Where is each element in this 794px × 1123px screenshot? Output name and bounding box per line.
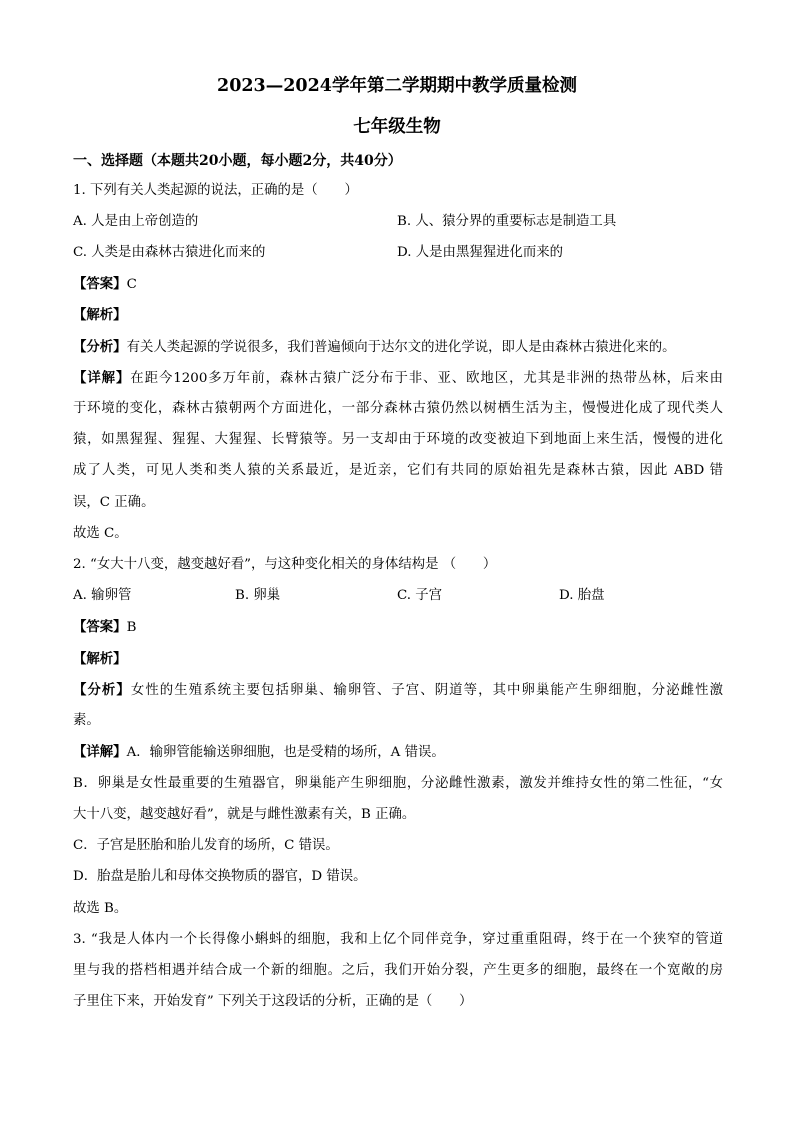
q2-stem: 2. “女大十八变，越变越好看”，与这种变化相关的身体结构是 （ ） [73,557,497,572]
q1-option-a: A. 人是由上帝创造的 [73,214,199,229]
q2-analysis-tag: 【解析】 [73,651,127,667]
q1-xiangjie-line5: 误，C 正确。 [73,495,155,510]
q1-analysis-tag: 【解析】 [73,307,127,323]
q1-answer [73,274,723,295]
q1-option-b: B. 人、猿分界的重要标志是制造工具 [397,214,617,229]
q2-option-c: C. 子宫 [397,588,443,603]
q1-xiangjie-line1 [73,368,723,389]
q2-xiangjie-a-text: A．输卵管能输送卵细胞，也是受精的场所，A 错误。 [126,745,445,760]
q1-fenxi [73,337,723,358]
q1-fenxi-tag: 【分析】 [73,339,127,355]
q2-fenxi-line1 [73,680,723,701]
q2-option-a: A. 输卵管 [73,588,132,603]
q2-xiangjie-d: D．胎盘是胎儿和母体交换物质的器官，D 错误。 [73,869,367,884]
q2-analysis-heading [73,649,723,670]
q3-stem-line2: 里与我的搭档相遇并结合成一个新的细胞。之后，我们开始分裂，产生更多的细胞，最终在一个宽敞的房 [73,963,723,978]
q2-xiangjie-tag: 【详解】 [73,744,127,760]
q2-xiangjie-a [73,742,723,763]
exam-subject: 七年级生物 [353,117,441,137]
q2-conclusion: 故选 B。 [73,901,128,916]
q2-option-b: B. 卵巢 [235,588,281,603]
q2-xiangjie-b-line1: B．卵巢是女性最重要的生殖器官，卵巢能产生卵细胞，分泌雌性激素，激发并维持女性的第二性征，“女 [73,776,723,791]
q2-option-d: D. 胎盘 [559,588,605,603]
q1-xiangjie-line3: 猿，如黑猩猩、猩猩、大猩猩、长臂猿等。另一支却由于环境的改变被迫下到地面上来生活，慢慢的进化 [73,432,723,447]
q2-xiangjie-b-line2: 大十八变，越变越好看”，就是与雌性激素有关，B 正确。 [73,807,416,822]
q2-fenxi-line2: 素。 [73,713,100,728]
q1-fenxi-text: 有关人类起源的学说很多，我们普遍倾向于达尔文的进化学说，即人是由森林古猿进化来的。 [126,340,676,355]
q2-answer-value: B [126,620,137,635]
q1-conclusion: 故选 C。 [73,526,128,541]
q1-xiangjie-text1: 在距今1200多万年前，森林古猿广泛分布于非、亚、欧地区，尤其是非洲的热带丛林，后来由 [130,371,723,386]
section-heading: 一、选择题（本题共20小题，每小题2分，共40分） [73,153,402,169]
q3-stem-line1: 3. “我是人体内一个长得像小蝌蚪的细胞，我和上亿个同伴竞争，穿过重重阻碍，终于在一个狭窄的管道 [73,932,723,947]
q2-answer-tag: 【答案】 [73,619,127,635]
q1-option-d: D. 人是由黑猩猩进化而来的 [397,245,564,260]
q1-analysis-heading [73,305,723,326]
q2-xiangjie-c: C．子宫是胚胎和胎儿发育的场所，C 错误。 [73,838,339,853]
q2-answer [73,617,723,638]
q1-xiangjie-line4: 成了人类，可见人类和类人猿的关系最近，是近亲，它们有共同的原始祖先是森林古猿，因此 ABD 错 [73,463,723,478]
q2-fenxi-text1: 女性的生殖系统主要包括卵巢、输卵管、子宫、阴道等，其中卵巢能产生卵细胞，分泌雌性激 [130,683,723,698]
exam-title: 2023—2024学年第二学期期中教学质量检测 [217,76,577,96]
q2-fenxi-tag: 【分析】 [73,682,131,698]
q1-stem: 1. 下列有关人类起源的说法，正确的是（ ） [73,183,358,198]
q1-answer-value: C [126,277,137,292]
q1-answer-tag: 【答案】 [73,276,127,292]
q3-stem-line3: 子里住下来，开始发育” 下列关于这段话的分析，正确的是（ ） [73,994,473,1009]
q1-xiangjie-tag: 【详解】 [73,370,131,386]
q1-xiangjie-line2: 于环境的变化，森林古猿朝两个方面进化，一部分森林古猿仍然以树栖生活为主，慢慢进化成了现代类人 [73,401,723,416]
q1-option-c: C. 人类是由森林古猿进化而来的 [73,245,266,260]
